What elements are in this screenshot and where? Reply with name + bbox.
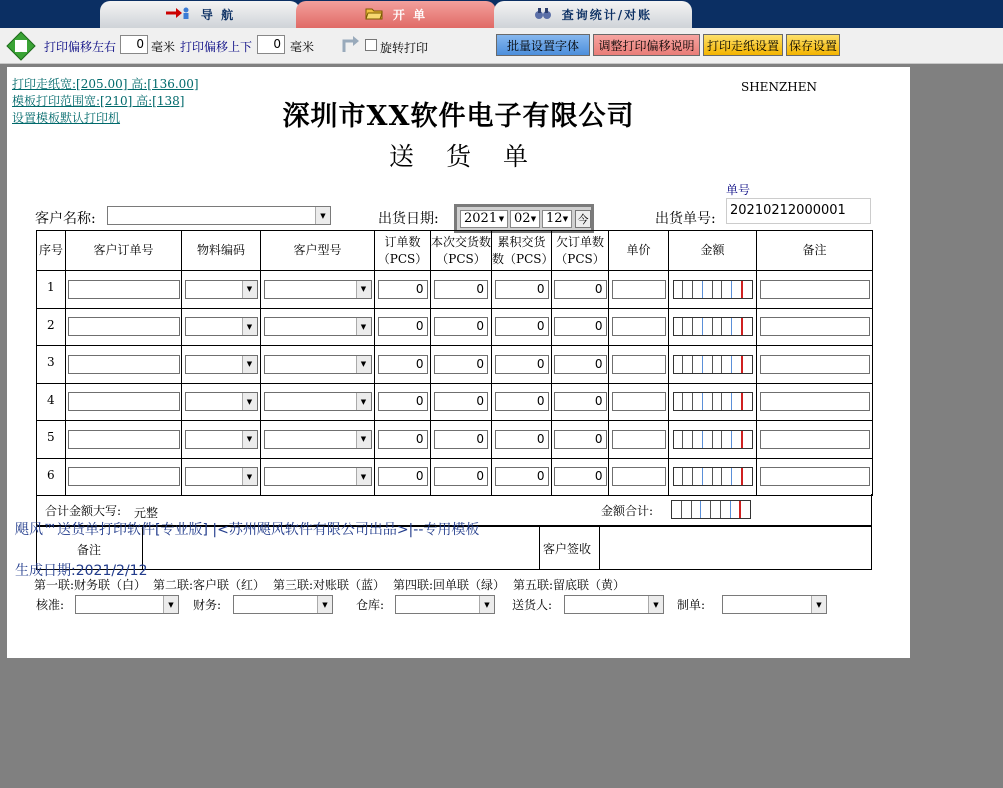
deliver-qty-input[interactable]: 0 [434, 467, 488, 486]
material-cell [182, 308, 261, 346]
delivery-person-select[interactable] [564, 595, 664, 614]
chevron-down-icon: ▼ [315, 207, 330, 224]
amount-cell [669, 458, 757, 496]
amount-digit-grid [673, 280, 753, 299]
col-header-amount: 金额 [669, 231, 757, 271]
remark-input[interactable] [760, 430, 870, 449]
document-title: 送 货 单 [389, 142, 540, 171]
date-month-select[interactable]: 02 ▼ [510, 210, 540, 228]
order-no-input[interactable] [68, 430, 180, 449]
order-no-cell [66, 383, 182, 421]
order-no-input[interactable] [68, 392, 180, 411]
model-select[interactable] [264, 355, 372, 374]
model-select[interactable] [264, 467, 372, 486]
order-qty-cell [375, 346, 431, 384]
remark-label: 备注 [77, 543, 102, 557]
deliver-qty-cell [431, 271, 492, 309]
tab-create-order[interactable] [296, 1, 496, 28]
order-qty-input[interactable]: 0 [378, 317, 428, 336]
order-qty-input[interactable]: 0 [378, 467, 428, 486]
delivery-person-label: 送货人: [512, 598, 553, 612]
total-amount-label: 金额合计: [601, 504, 654, 518]
table-row [37, 458, 873, 496]
owed-qty-cell [552, 308, 609, 346]
col-header-owed-qty: 欠订单数（PCS） [552, 231, 609, 271]
chevron-down-icon: ▼ [356, 431, 371, 448]
today-button[interactable]: 今 [575, 210, 591, 228]
model-select[interactable] [264, 280, 372, 299]
customer-name-label: 客户名称: [35, 211, 96, 227]
navigate-arrow-icon [165, 6, 191, 24]
cumulative-qty-input[interactable]: 0 [495, 430, 549, 449]
amount-digit-grid [673, 467, 753, 486]
owed-qty-input[interactable]: 0 [554, 392, 607, 411]
delivery-items-table [36, 230, 873, 496]
remark-cell [757, 421, 873, 459]
table-row [37, 421, 873, 459]
model-cell [261, 346, 375, 384]
order-qty-input[interactable]: 0 [378, 355, 428, 374]
chevron-down-icon: ▼ [317, 596, 332, 613]
chevron-down-icon: ▼ [356, 468, 371, 485]
chevron-down-icon: ▼ [648, 596, 663, 613]
rotate-icon [340, 32, 362, 54]
ship-date-label: 出货日期: [378, 211, 439, 227]
table-header-row [37, 231, 873, 271]
order-no-cell [66, 308, 182, 346]
order-no-cell [66, 421, 182, 459]
deliver-qty-cell [431, 308, 492, 346]
material-cell [182, 458, 261, 496]
owed-qty-input[interactable]: 0 [554, 355, 607, 374]
ship-number-label: 出货单号: [655, 211, 716, 227]
offset-ud-label: 打印偏移上下 [180, 40, 253, 54]
row-seq: 2 [37, 308, 66, 346]
order-qty-input[interactable]: 0 [378, 392, 428, 411]
approve-select[interactable] [75, 595, 179, 614]
company-title: 深圳市XX软件电子有限公司 [282, 101, 635, 132]
model-select[interactable] [264, 430, 372, 449]
chevron-down-icon: ▼ [356, 393, 371, 410]
copy-label-1: 第一联:财务联（白） [34, 578, 147, 592]
col-header-seq: 序号 [37, 231, 66, 271]
remark-input[interactable] [760, 392, 870, 411]
material-select[interactable] [185, 317, 258, 336]
order-qty-input[interactable]: 0 [378, 280, 428, 299]
copy-label-4: 第四联:回单联（绿） [393, 578, 506, 592]
total-amount-grid [671, 500, 751, 519]
price-cell [609, 383, 669, 421]
customer-sign-label: 客户签收 [543, 542, 592, 556]
material-cell [182, 271, 261, 309]
row-seq: 4 [37, 383, 66, 421]
chevron-down-icon: ▼ [242, 281, 257, 298]
amount-digit-grid [673, 430, 753, 449]
order-no-cell [66, 271, 182, 309]
rotate-print-label: 旋转打印 [380, 41, 429, 55]
rotate-print-checkbox[interactable] [365, 39, 377, 51]
amount-cell [669, 421, 757, 459]
city-text: SHENZHEN [741, 80, 818, 94]
date-year-select[interactable]: 2021 ▼ [460, 210, 508, 228]
amount-cell [669, 271, 757, 309]
remark-cell [757, 308, 873, 346]
deliver-qty-cell [431, 346, 492, 384]
tab-navigation-label: 导 航 [200, 8, 236, 22]
cumulative-qty-input[interactable]: 0 [495, 392, 549, 411]
price-input[interactable] [612, 317, 666, 336]
col-header-cumulative-qty: 累积交货数（PCS） [492, 231, 552, 271]
save-settings-button[interactable]: 保存设置 [786, 34, 840, 56]
chevron-down-icon: ▼ [356, 356, 371, 373]
order-qty-cell [375, 421, 431, 459]
remark-cell [757, 346, 873, 384]
offset-lr-input[interactable]: 0 [120, 35, 148, 54]
binoculars-icon [534, 6, 552, 24]
paper-setup-button[interactable]: 打印走纸设置 [703, 34, 783, 56]
remark-input[interactable] [760, 317, 870, 336]
material-select[interactable] [185, 355, 258, 374]
col-header-order-qty: 订单数（PCS） [375, 231, 431, 271]
chevron-down-icon: ▼ [811, 596, 826, 613]
order-qty-cell [375, 271, 431, 309]
price-input[interactable] [612, 430, 666, 449]
owed-qty-cell [552, 346, 609, 384]
chevron-down-icon: ▼ [356, 318, 371, 335]
row-seq: 5 [37, 421, 66, 459]
copy-label-3: 第三联:对账联（蓝） [273, 578, 386, 592]
model-cell [261, 421, 375, 459]
offset-lr-label: 打印偏移左右 [44, 40, 117, 54]
col-header-deliver-qty: 本次交货数（PCS） [431, 231, 492, 271]
owed-qty-input[interactable]: 0 [554, 280, 607, 299]
material-cell [182, 421, 261, 459]
material-select[interactable] [185, 280, 258, 299]
order-number-caption: 单号 [726, 183, 751, 197]
amount-digit-grid [673, 317, 753, 336]
template-range-link[interactable]: 模板打印范围宽:[210] 高:[138] [12, 94, 185, 108]
top-tab-bar [0, 0, 1003, 28]
order-no-cell [66, 458, 182, 496]
price-input[interactable] [612, 355, 666, 374]
price-cell [609, 308, 669, 346]
owed-qty-cell [552, 271, 609, 309]
cumulative-qty-cell [492, 271, 552, 309]
total-upper-value: 元整 [134, 506, 159, 520]
col-header-order-no: 客户订单号 [66, 231, 182, 271]
cumulative-qty-cell [492, 346, 552, 384]
col-header-remark: 备注 [757, 231, 873, 271]
deliver-qty-cell [431, 421, 492, 459]
remark-input[interactable] [760, 355, 870, 374]
price-input[interactable] [612, 280, 666, 299]
tab-query-statistics-label: 查询统计/对账 [561, 8, 653, 22]
deliver-qty-input[interactable]: 0 [434, 317, 488, 336]
tab-navigation[interactable] [100, 1, 300, 28]
amount-digit-grid [673, 392, 753, 411]
amount-cell [669, 308, 757, 346]
table-row [37, 308, 873, 346]
deliver-qty-input[interactable]: 0 [434, 392, 488, 411]
price-cell [609, 421, 669, 459]
cumulative-qty-cell [492, 421, 552, 459]
cumulative-qty-cell [492, 383, 552, 421]
chevron-down-icon: ▼ [242, 431, 257, 448]
row-seq: 3 [37, 346, 66, 384]
remark-input[interactable] [760, 467, 870, 486]
batch-font-button[interactable]: 批量设置字体 [496, 34, 590, 56]
offset-ud-input[interactable]: 0 [257, 35, 285, 54]
chevron-down-icon: ▼ [242, 318, 257, 335]
owed-qty-input[interactable]: 0 [554, 467, 607, 486]
owed-qty-input[interactable]: 0 [554, 430, 607, 449]
ship-date-picker[interactable] [454, 204, 594, 233]
material-cell [182, 346, 261, 384]
cumulative-qty-input[interactable]: 0 [495, 317, 549, 336]
chevron-down-icon: ▼ [242, 468, 257, 485]
order-no-input[interactable] [68, 280, 180, 299]
material-select[interactable] [185, 430, 258, 449]
chevron-down-icon: ▼ [498, 215, 505, 223]
chevron-down-icon: ▼ [242, 393, 257, 410]
date-day-select[interactable]: 12 ▼ [542, 210, 572, 228]
remark-cell [757, 458, 873, 496]
order-qty-cell [375, 458, 431, 496]
table-row [37, 383, 873, 421]
folder-open-icon [365, 6, 383, 24]
chevron-down-icon: ▼ [356, 281, 371, 298]
price-input[interactable] [612, 392, 666, 411]
cumulative-qty-input[interactable]: 0 [495, 280, 549, 299]
owed-qty-cell [552, 458, 609, 496]
tab-create-order-label: 开 单 [392, 8, 428, 22]
row-seq: 1 [37, 271, 66, 309]
price-cell [609, 271, 669, 309]
total-upper-label: 合计金额大写: [45, 504, 122, 518]
chevron-down-icon: ▼ [479, 596, 494, 613]
col-header-price: 单价 [609, 231, 669, 271]
owed-qty-input[interactable]: 0 [554, 317, 607, 336]
offset-help-button[interactable]: 调整打印偏移说明 [593, 34, 700, 56]
amount-digit-grid [673, 355, 753, 374]
deliver-qty-input[interactable]: 0 [434, 355, 488, 374]
deliver-qty-cell [431, 458, 492, 496]
order-no-input[interactable] [68, 467, 180, 486]
table-row [37, 271, 873, 309]
model-cell [261, 308, 375, 346]
finance-select[interactable] [233, 595, 333, 614]
remark-cell [757, 271, 873, 309]
row-seq: 6 [37, 458, 66, 496]
price-input[interactable] [612, 467, 666, 486]
order-qty-cell [375, 308, 431, 346]
paper-size-link[interactable]: 打印走纸宽:[205.00] 高:[136.00] [12, 77, 199, 91]
remark-input[interactable] [760, 280, 870, 299]
tab-query-statistics[interactable] [494, 1, 692, 28]
ship-number-input[interactable]: 20210212000001 [726, 198, 871, 224]
table-row [37, 346, 873, 384]
customer-name-select[interactable] [107, 206, 331, 225]
finance-label: 财务: [193, 598, 222, 612]
amount-cell [669, 383, 757, 421]
price-cell [609, 346, 669, 384]
owed-qty-cell [552, 383, 609, 421]
model-select[interactable] [264, 317, 372, 336]
cumulative-qty-cell [492, 308, 552, 346]
default-printer-link[interactable]: 设置模板默认打印机 [12, 111, 121, 125]
order-no-input[interactable] [68, 355, 180, 374]
offset-ud-unit: 毫米 [290, 40, 315, 54]
price-cell [609, 458, 669, 496]
order-no-cell [66, 346, 182, 384]
approve-label: 核准: [36, 598, 65, 612]
preparer-label: 制单: [677, 598, 706, 612]
software-brand-text: 飓风™送货单打印软件[专业版] |<苏州飓风软件有限公司出品>|--专用模板 [15, 522, 480, 538]
chevron-down-icon: ▼ [562, 215, 569, 223]
model-cell [261, 458, 375, 496]
deliver-qty-cell [431, 383, 492, 421]
material-cell [182, 383, 261, 421]
model-cell [261, 383, 375, 421]
owed-qty-cell [552, 421, 609, 459]
warehouse-label: 仓库: [356, 598, 385, 612]
cumulative-qty-input[interactable]: 0 [495, 355, 549, 374]
cumulative-qty-input[interactable]: 0 [495, 467, 549, 486]
order-no-input[interactable] [68, 317, 180, 336]
model-cell [261, 271, 375, 309]
offset-direction-pad-icon[interactable] [6, 31, 36, 61]
model-select[interactable] [264, 392, 372, 411]
preparer-select[interactable] [722, 595, 827, 614]
deliver-qty-input[interactable]: 0 [434, 430, 488, 449]
cumulative-qty-cell [492, 458, 552, 496]
remark-cell [757, 383, 873, 421]
material-select[interactable] [185, 392, 258, 411]
generated-date-text: 生成日期:2021/2/12 [15, 563, 148, 579]
copy-label-5: 第五联:留底联（黄） [513, 578, 626, 592]
amount-cell [669, 346, 757, 384]
chevron-down-icon: ▼ [163, 596, 178, 613]
order-qty-cell [375, 383, 431, 421]
material-select[interactable] [185, 467, 258, 486]
chevron-down-icon: ▼ [530, 215, 537, 223]
deliver-qty-input[interactable]: 0 [434, 280, 488, 299]
order-qty-input[interactable]: 0 [378, 430, 428, 449]
chevron-down-icon: ▼ [242, 356, 257, 373]
warehouse-select[interactable] [395, 595, 495, 614]
copy-label-2: 第二联:客户联（红） [153, 578, 266, 592]
print-toolbar [0, 28, 1003, 64]
col-header-material: 物料编码 [182, 231, 261, 271]
offset-lr-unit: 毫米 [151, 40, 176, 54]
col-header-model: 客户型号 [261, 231, 375, 271]
